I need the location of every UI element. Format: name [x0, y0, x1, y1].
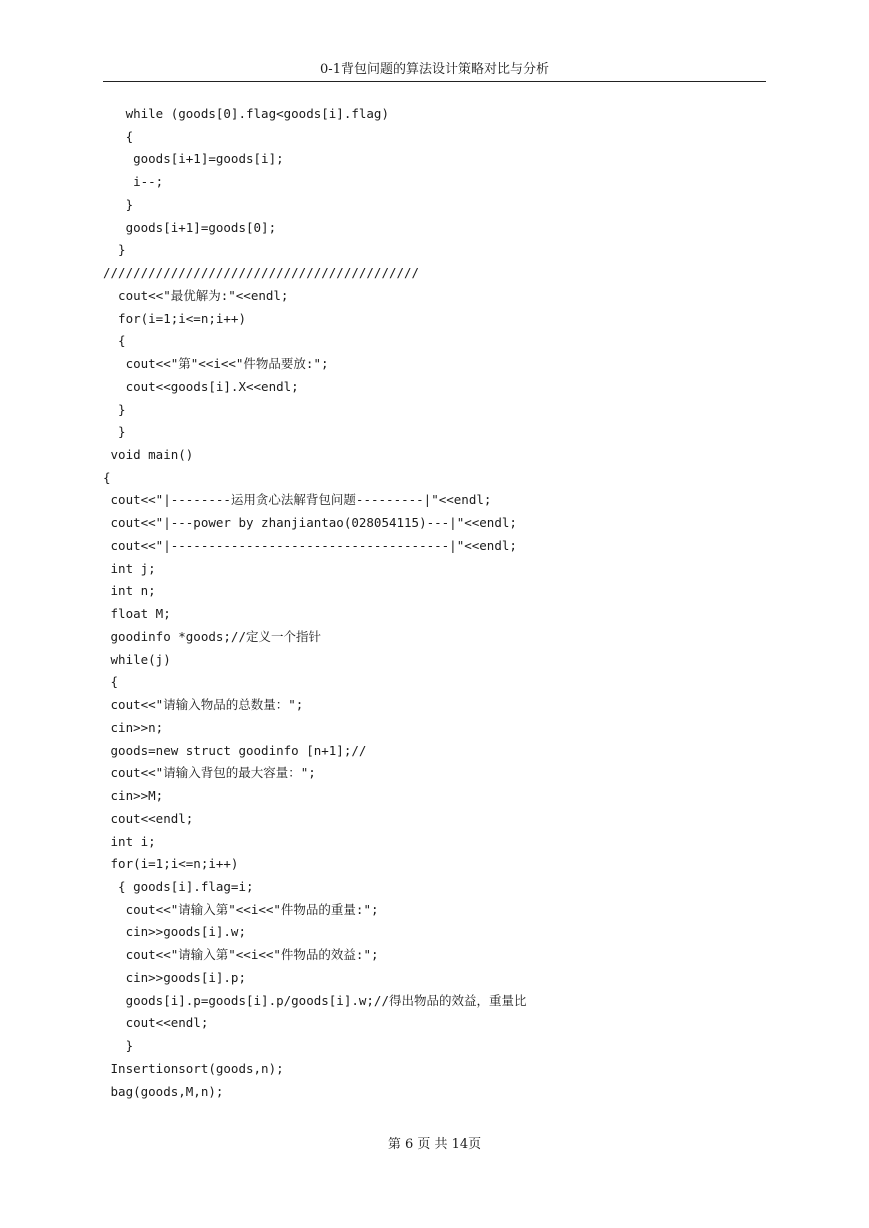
- code-line: //////////////////////////////////////////: [103, 265, 420, 281]
- code-line: }: [103, 424, 126, 440]
- code-line: cout<<goods[i].X<<endl;: [103, 378, 299, 394]
- code-line: float M;: [103, 606, 171, 622]
- code-line: void main(): [103, 447, 194, 463]
- code-line: i--;: [103, 174, 164, 190]
- code-listing: [103, 103, 783, 1103]
- code-line: int j;: [103, 560, 156, 576]
- code-line: for(i=1;i<=n;i++): [103, 310, 246, 326]
- code-line: cout<<"请输入背包的最大容量：";: [103, 765, 316, 781]
- code-line: }: [103, 401, 126, 417]
- code-line: { goods[i].flag=i;: [103, 878, 254, 894]
- code-line: Insertionsort(goods,n);: [103, 1060, 284, 1076]
- code-line: cout<<"请输入第"<<i<<"件物品的重量:";: [103, 901, 379, 917]
- code-line: cout<<endl;: [103, 1015, 209, 1031]
- code-line: while (goods[0].flag<goods[i].flag): [103, 106, 389, 121]
- code-line: cin>>goods[i].p;: [103, 969, 246, 985]
- code-line: int n;: [103, 583, 156, 599]
- code-line: cout<<endl;: [103, 810, 194, 826]
- code-line: cout<<"请输入第"<<i<<"件物品的效益:";: [103, 947, 379, 963]
- code-line: goods[i+1]=goods[i];: [103, 151, 284, 167]
- code-line: cout<<"请输入物品的总数量：";: [103, 697, 304, 713]
- code-line: cout<<"|-------------------------------------|"<<endl;: [103, 537, 517, 553]
- page-footer-number: 第 6 页 共 14页: [387, 1137, 482, 1152]
- code-line: }: [103, 196, 134, 212]
- code-line: cin>>goods[i].w;: [103, 924, 246, 940]
- code-line: cout<<"|---power by zhanjiantao(028054115)---|"<<endl;: [103, 515, 517, 531]
- code-line: }: [103, 242, 126, 258]
- code-line: cout<<"第"<<i<<"件物品要放:";: [103, 356, 329, 372]
- code-line: cin>>n;: [103, 719, 164, 735]
- code-line: cin>>M;: [103, 788, 164, 804]
- code-line: cout<<"最优解为:"<<endl;: [103, 287, 289, 303]
- code-line: goods=new struct goodinfo [n+1];//: [103, 742, 367, 758]
- page-header-title: 0-1背包问题的算法设计策略对比与分析: [320, 62, 549, 77]
- code-line: while(j): [103, 651, 171, 667]
- code-line: cout<<"|--------运用贪心法解背包问题---------|"<<endl;: [103, 492, 492, 508]
- code-line: {: [103, 128, 134, 144]
- code-line: goods[i].p=goods[i].p/goods[i].w;//得出物品的效益，重量比: [103, 992, 527, 1008]
- code-line: bag(goods,M,n);: [103, 1083, 224, 1099]
- code-line: {: [103, 333, 126, 349]
- code-line: {: [103, 469, 111, 485]
- header-divider: [103, 81, 766, 82]
- code-line: goods[i+1]=goods[0];: [103, 219, 277, 235]
- code-line: {: [103, 674, 119, 690]
- code-line: for(i=1;i<=n;i++): [103, 856, 239, 872]
- code-line: }: [103, 1038, 134, 1054]
- code-line: goodinfo *goods;//定义一个指针: [103, 628, 321, 644]
- code-line: int i;: [103, 833, 156, 849]
